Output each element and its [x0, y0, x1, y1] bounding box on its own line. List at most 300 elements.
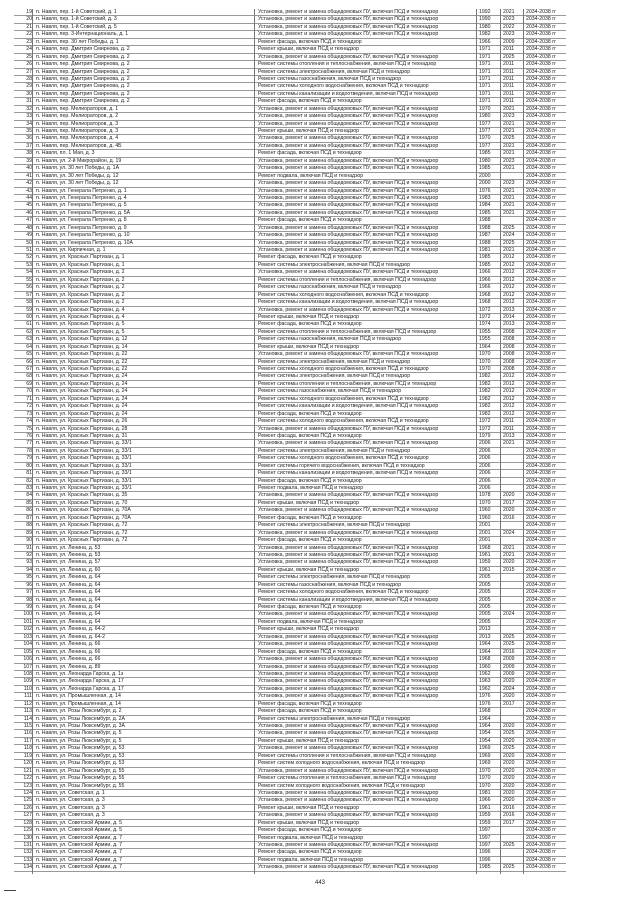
table-row: [14, 730, 566, 737]
row-last-repair-year: 2020: [503, 775, 515, 782]
row-number: 58: [26, 299, 32, 306]
row-work-type: Установка, ремонт и замена общедомовых ПУ, включая ПСД и техннадзор: [258, 425, 439, 432]
row-work-type: Установка, ремонт и замена общедомовых ПУ, включая ПСД и техннадзор: [258, 16, 439, 23]
row-work-type: Установка, ремонт и замена общедомовых ПУ, включая ПСД и техннадзор: [258, 559, 439, 566]
row-address: п. Навля, ул. Красных Партизан, д. 24: [36, 410, 128, 417]
table-row: [14, 173, 566, 180]
row-work-type: Установка, ремонт и замена общедомовых ПУ, включая ПСД и техннадзор: [258, 105, 439, 112]
row-work-type: Ремонт системы газоснабжения, включая ПСД и технадзор: [258, 284, 402, 291]
row-work-type: Установка, ремонт и замена общедомовых ПУ, включая ПСД и техннадзор: [258, 551, 439, 558]
row-number: 67: [26, 366, 32, 372]
row-build-year: 1988: [479, 217, 491, 224]
table-row: [14, 433, 566, 440]
table-row: [14, 143, 566, 150]
row-planned-period: 2034-2038 гг: [526, 864, 557, 871]
row-planned-period: 2034-2038 гг: [526, 395, 557, 402]
row-build-year: 1980: [479, 157, 491, 164]
table-row: [14, 760, 566, 767]
row-number: 116: [23, 730, 32, 737]
table-row: [14, 500, 566, 507]
row-address: п. Навля, ул. 30 лет Победы, д. 12: [36, 172, 119, 179]
row-build-year: 1985: [479, 864, 491, 871]
row-number: 33: [26, 113, 32, 120]
row-planned-period: 2034-2038 гг: [526, 388, 557, 395]
row-address: п. Навля, ул. Красных Партизан, д. 2: [36, 299, 125, 306]
row-work-type: Ремонт фасада, включая ПСД и технадзор: [258, 38, 362, 45]
row-planned-period: 2034-2038 гг: [526, 232, 557, 239]
row-last-repair-year: 2024: [503, 611, 515, 618]
row-build-year: 2001: [479, 529, 491, 536]
row-number: 80: [26, 462, 32, 469]
row-number: 121: [23, 767, 32, 774]
row-work-type: Ремонт системы газоснабжения, включая ПСД и технадзор: [258, 336, 402, 343]
row-build-year: 1982: [479, 395, 491, 402]
row-work-type: Ремонт фасада, включая ПСД и технадзор: [258, 410, 362, 417]
row-work-type: Установка, ремонт и замена общедомовых ПУ, включая ПСД и техннадзор: [258, 165, 439, 172]
row-address: п. Навля, ул. Генерала Петренко, д. 4: [36, 194, 127, 201]
row-planned-period: 2034-2038 гг: [526, 142, 557, 149]
table-row: [14, 805, 566, 812]
row-address: п. Навля, пер. 1-й Советский, д. 3: [36, 16, 117, 23]
row-number: 128: [23, 819, 32, 826]
row-address: п. Навля, ул. Леонарда Гарска, д. 1з: [36, 670, 124, 677]
row-build-year: 1968: [479, 299, 491, 306]
row-work-type: Ремонт систем холодного водоснабжения, включая ПСД и технадзор: [258, 782, 425, 789]
row-work-type: Установка, ремонт и замена общедомовых ПУ, включая ПСД и техннадзор: [258, 269, 439, 276]
row-planned-period: 2034-2038 гг: [526, 551, 557, 558]
row-last-repair-year: 2025: [503, 224, 515, 231]
row-build-year: 1985: [479, 254, 491, 261]
row-address: п. Навля, пер. Дмитрия Смирнова, д. 2: [36, 53, 130, 60]
row-number: 94: [26, 566, 32, 573]
table-row: [14, 121, 566, 128]
row-work-type: Ремонт системы холодного водоснабжения, включая ПСД и технадзор: [258, 395, 429, 402]
row-last-repair-year: 2025: [503, 633, 515, 640]
row-last-repair-year: 2016: [503, 514, 515, 521]
row-work-type: Ремонт крыши, включая ПСД и технадзор: [258, 499, 360, 506]
row-number: 75: [26, 425, 32, 432]
row-planned-period: 2034-2038 гг: [526, 574, 557, 581]
row-work-type: Установка, ремонт и замена общедомовых ПУ, включая ПСД и техннадзор: [258, 723, 439, 729]
row-planned-period: 2034-2038 гг: [526, 752, 557, 759]
row-last-repair-year: 2021: [503, 142, 515, 149]
row-last-repair-year: 2024: [503, 232, 515, 239]
table-row: [14, 16, 566, 23]
row-planned-period: 2034-2038 гг: [526, 440, 557, 447]
row-number: 106: [23, 656, 32, 663]
row-last-repair-year: 2009: [503, 38, 515, 45]
row-work-type: Ремонт крыши, включая ПСД и технадзор: [258, 737, 360, 744]
table-row: [14, 545, 566, 552]
table-row: [14, 716, 566, 723]
table-row: [14, 619, 566, 626]
row-address: п. Навля, пер. 1-й Советский, д. 5: [36, 23, 117, 30]
row-number: 64: [26, 343, 32, 350]
row-address: п. Навля, ул. Красных Партизан, д. 22: [36, 366, 128, 372]
row-address: п. Навля, ул. Ленина, д. 64: [36, 604, 101, 610]
row-work-type: Ремонт крыши, включая ПСД и технадзор: [258, 804, 360, 811]
table-row: [14, 634, 566, 641]
row-last-repair-year: 2011: [503, 46, 515, 53]
row-number: 70: [26, 388, 32, 395]
row-planned-period: 2034-2038 гг: [526, 804, 557, 811]
row-address: п. Навля, пер. Дмитрия Смирнова, д. 2: [36, 75, 130, 82]
row-planned-period: 2034-2038 гг: [526, 68, 557, 75]
row-last-repair-year: 2012: [503, 299, 515, 306]
row-work-type: Установка, ремонт и замена общедомовых ПУ, включая ПСД и техннадзор: [258, 492, 439, 499]
row-build-year: 1985: [479, 209, 491, 216]
row-planned-period: 2034-2038 гг: [526, 529, 557, 536]
row-last-repair-year: 2023: [503, 31, 515, 38]
row-planned-period: 2034-2038 гг: [526, 113, 557, 120]
row-work-type: Ремонт фасада, включая ПСД и технадзор: [258, 432, 362, 439]
row-last-repair-year: 2020: [503, 723, 515, 729]
table-row: [14, 388, 566, 395]
row-number: 89: [26, 529, 32, 536]
table-row: [14, 515, 566, 522]
row-address: п. Навля, ул. Розы Люксембург, д. 55: [36, 767, 125, 774]
row-work-type: Установка, ремонт и замена общедомовых ПУ, включая ПСД и техннадзор: [258, 767, 439, 774]
table-row: [14, 83, 566, 90]
row-build-year: 1966: [479, 276, 491, 283]
row-address: п. Навля, ул. Красных Партизан, д. 24: [36, 395, 128, 402]
row-build-year: 1971: [479, 61, 491, 68]
row-planned-period: 2034-2038 гг: [526, 321, 557, 328]
row-build-year: 1971: [479, 46, 491, 53]
row-build-year: 1978: [479, 492, 491, 499]
row-work-type: Ремонт подвала, включая ПСД и технадзор: [258, 172, 364, 179]
row-number: 126: [23, 804, 32, 811]
table-row: [14, 225, 566, 232]
row-build-year: 1985: [479, 261, 491, 268]
row-work-type: Установка, ремонт и замена общедомовых ПУ, включая ПСД и техннадзор: [258, 31, 439, 38]
row-build-year: 2006: [479, 455, 491, 462]
row-last-repair-year: 2025: [503, 53, 515, 60]
row-planned-period: 2034-2038 гг: [526, 522, 557, 529]
table-row: [14, 284, 566, 291]
row-last-repair-year: 2020: [503, 693, 515, 700]
table-row: [14, 671, 566, 678]
row-last-repair-year: 2008: [503, 358, 515, 365]
table-row: [14, 217, 566, 224]
row-work-type: Установка, ремонт и замена общедомовых ПУ, включая ПСД и техннадзор: [258, 670, 439, 677]
row-address: п. Навля, ул. Ленина, д. 64: [36, 596, 101, 603]
row-planned-period: 2034-2038 гг: [526, 604, 557, 610]
row-planned-period: 2034-2038 гг: [526, 291, 557, 298]
row-last-repair-year: 2020: [503, 767, 515, 774]
row-work-type: Ремонт крыши, включая ПСД и технадзор: [258, 343, 360, 350]
row-planned-period: 2034-2038 гг: [526, 16, 557, 23]
table-row: [14, 277, 566, 284]
row-address: п. Навля, ул. Красных Партизан, д. 24: [36, 380, 128, 387]
table-row: [14, 827, 566, 834]
row-planned-period: 2034-2038 гг: [526, 641, 557, 648]
table-row: [14, 597, 566, 604]
table-row: [14, 240, 566, 247]
row-planned-period: 2034-2038 гг: [526, 284, 557, 291]
row-build-year: 2005: [479, 618, 491, 625]
table-row: [14, 507, 566, 514]
row-number: 42: [26, 180, 32, 187]
row-last-repair-year: 2008: [503, 328, 515, 335]
row-planned-period: 2034-2038 гг: [526, 53, 557, 60]
row-address: п. Навля, ул. Красных Партизан, д. 4: [36, 313, 125, 320]
row-address: п. Навля, ул. Красных Партизан, д. 33/1: [36, 477, 132, 484]
row-build-year: 1987: [479, 232, 491, 239]
row-last-repair-year: 2011: [503, 68, 515, 75]
row-build-year: 1980: [479, 113, 491, 120]
row-address: п. Навля, пер. Мелиораторов, д. 3: [36, 128, 119, 134]
row-number: 104: [23, 641, 32, 648]
row-build-year: 1976: [479, 187, 491, 194]
row-number: 115: [23, 723, 32, 729]
row-last-repair-year: 2025: [503, 135, 515, 142]
row-planned-period: 2034-2038 гг: [526, 209, 557, 216]
table-row: [14, 455, 566, 462]
row-build-year: 2005: [479, 604, 491, 610]
row-number: 66: [26, 358, 32, 365]
row-address: п. Навля, пер. 3-Интернациональ, д. 1: [36, 31, 129, 38]
row-number: 87: [26, 514, 32, 521]
row-build-year: 2001: [479, 537, 491, 544]
register-table: [14, 9, 566, 872]
row-last-repair-year: 2024: [503, 529, 515, 536]
row-number: 50: [26, 239, 32, 246]
row-build-year: 1982: [479, 388, 491, 395]
row-last-repair-year: 2025: [503, 842, 515, 848]
row-address: п. Навля, ул. Красных Партизан, д. 24: [36, 388, 128, 395]
row-address: п. Навля, ул. Розы Люксембург, д. 53: [36, 745, 125, 752]
row-build-year: 1971: [479, 83, 491, 90]
table-row: [14, 463, 566, 470]
row-number: 102: [23, 626, 32, 633]
row-number: 24: [26, 46, 32, 53]
row-build-year: 2013: [479, 626, 491, 633]
row-last-repair-year: 2013: [503, 432, 515, 439]
row-build-year: 1964: [479, 648, 491, 655]
row-build-year: 1976: [479, 693, 491, 700]
row-address: п. Навля, ул. Ленина, д. 60: [36, 566, 101, 573]
row-build-year: 1962: [479, 670, 491, 677]
row-build-year: 1970: [479, 782, 491, 789]
row-address: п. Навля, ул. Советская, д. 3: [36, 804, 105, 811]
row-build-year: 1982: [479, 410, 491, 417]
row-build-year: 1972: [479, 425, 491, 432]
row-address: п. Навля, ул. Леонарда Гарска, д. 17: [36, 685, 124, 692]
row-work-type: Установка, ремонт и замена общедомовых ПУ, включая ПСД и техннадзор: [258, 9, 439, 15]
row-planned-period: 2034-2038 гг: [526, 343, 557, 350]
row-number: 82: [26, 477, 32, 484]
row-planned-period: 2034-2038 гг: [526, 492, 557, 499]
table-row: [14, 150, 566, 157]
row-planned-period: 2034-2038 гг: [526, 336, 557, 343]
row-planned-period: 2034-2038 гг: [526, 128, 557, 134]
row-last-repair-year: 2025: [503, 745, 515, 752]
row-planned-period: 2034-2038 гг: [526, 150, 557, 157]
row-planned-period: 2034-2038 гг: [526, 559, 557, 566]
row-number: 96: [26, 581, 32, 588]
row-number: 71: [26, 395, 32, 402]
row-planned-period: 2034-2038 гг: [526, 462, 557, 469]
row-number: 65: [26, 351, 32, 358]
row-address: п. Навля, ул. Красных Партизан, д. 26: [36, 418, 128, 425]
table-row: [14, 262, 566, 269]
row-planned-period: 2034-2038 гг: [526, 544, 557, 551]
row-number: 52: [26, 254, 32, 261]
table-row: [14, 254, 566, 261]
row-number: 109: [23, 678, 32, 685]
row-build-year: 1977: [479, 142, 491, 149]
row-last-repair-year: 2025: [503, 864, 515, 871]
row-build-year: 1972: [479, 306, 491, 313]
row-work-type: Установка, ремонт и замена общедомовых ПУ, включая ПСД и техннадзор: [258, 789, 439, 796]
row-planned-period: 2034-2038 гг: [526, 380, 557, 387]
row-address: п. Навля, пер. Дмитрия Смирнова, д. 2: [36, 68, 130, 75]
row-work-type: Установка, ремонт и замена общедомовых ПУ, включая ПСД и техннадзор: [258, 730, 439, 737]
row-build-year: 2006: [479, 477, 491, 484]
row-number: 57: [26, 291, 32, 298]
row-planned-period: 2034-2038 гг: [526, 566, 557, 573]
table-row: [14, 842, 566, 849]
row-address: п. Навля, ул. Красных Партизан, д. 72: [36, 522, 128, 529]
row-planned-period: 2034-2038 гг: [526, 38, 557, 45]
table-row: [14, 478, 566, 485]
table-row: [14, 46, 566, 53]
table-row: [14, 69, 566, 76]
row-planned-period: 2034-2038 гг: [526, 700, 557, 707]
row-build-year: 1988: [479, 239, 491, 246]
row-build-year: 1959: [479, 819, 491, 826]
row-build-year: 2001: [479, 522, 491, 529]
row-build-year: 1983: [479, 194, 491, 201]
row-address: п. Навля, ул. Ленина, д. 53: [36, 544, 101, 551]
row-work-type: Ремонт крыши, включая ПСД и технадзор: [258, 566, 360, 573]
table-row: [14, 381, 566, 388]
table-row: [14, 753, 566, 760]
row-work-type: Установка, ремонт и замена общедомовых ПУ, включая ПСД и техннадзор: [258, 611, 439, 618]
row-address: п. Навля, ул. Красных Партизан, д. 33/1: [36, 447, 132, 454]
row-planned-period: 2034-2038 гг: [526, 269, 557, 276]
row-build-year: 1970: [479, 351, 491, 358]
row-planned-period: 2034-2038 гг: [526, 105, 557, 112]
table-row: [14, 857, 566, 864]
row-work-type: Ремонт системы газоснабжения, включая ПСД и технадзор: [258, 388, 402, 395]
row-last-repair-year: 2016: [503, 812, 515, 819]
row-build-year: 1955: [479, 328, 491, 335]
row-work-type: Ремонт фасада, включая ПСД и технадзор: [258, 708, 362, 715]
table-row: [14, 98, 566, 105]
row-build-year: 1981: [479, 247, 491, 253]
row-work-type: Установка, ремонт и замена общедомовых ПУ, включая ПСД и техннадзор: [258, 232, 439, 239]
row-work-type: Ремонт крыши, включая ПСД и технадзор: [258, 819, 360, 826]
row-build-year: 2006: [479, 485, 491, 491]
table-row: [14, 530, 566, 537]
row-last-repair-year: 2017: [503, 499, 515, 506]
table-row: [14, 708, 566, 715]
row-address: п. Навля, ул. Красных Партизан, д. 2: [36, 276, 125, 283]
row-address: п. Навля, ул. Розы Люксембург, д. 55: [36, 782, 125, 789]
row-work-type: Ремонт фасада, включая ПСД и технадзор: [258, 321, 362, 328]
row-build-year: 1977: [479, 128, 491, 134]
row-work-type: Установка, ремонт и замена общедомовых ПУ, включая ПСД и техннадзор: [258, 685, 439, 692]
row-number: 127: [23, 812, 32, 819]
row-build-year: 1970: [479, 358, 491, 365]
row-work-type: Установка, ремонт и замена общедомовых ПУ, включая ПСД и техннадзор: [258, 306, 439, 313]
row-planned-period: 2034-2038 гг: [526, 507, 557, 514]
row-work-type: Установка, ремонт и замена общедомовых ПУ, включая ПСД и техннадзор: [258, 351, 439, 358]
table-row: [14, 440, 566, 447]
row-number: 134: [23, 864, 32, 871]
row-work-type: Установка, ремонт и замена общедомовых ПУ, включая ПСД и техннадзор: [258, 864, 439, 871]
row-planned-period: 2034-2038 гг: [526, 856, 557, 863]
row-last-repair-year: 2008: [503, 343, 515, 350]
row-planned-period: 2034-2038 гг: [526, 663, 557, 670]
row-work-type: Установка, ремонт и замена общедомовых ПУ, включая ПСД и техннадзор: [258, 194, 439, 201]
page-number: 443: [314, 880, 325, 886]
row-planned-period: 2034-2038 гг: [526, 366, 557, 372]
row-work-type: Ремонт системы электроснабжения, включая ПСД и технадзор: [258, 358, 411, 365]
row-number: 41: [26, 172, 32, 179]
table-row: [14, 188, 566, 195]
table-row: [14, 54, 566, 61]
row-build-year: 1985: [479, 150, 491, 157]
row-work-type: Установка, ремонт и замена общедомовых ПУ, включая ПСД и техннадзор: [258, 745, 439, 752]
row-planned-period: 2034-2038 гг: [526, 842, 557, 848]
table-row: [14, 9, 566, 16]
row-address: п. Навля, пер. Дмитрия Смирнова, д. 2: [36, 61, 130, 68]
row-last-repair-year: 2023: [503, 16, 515, 23]
row-number: 117: [23, 737, 32, 744]
row-build-year: 1970: [479, 767, 491, 774]
row-work-type: Ремонт системы канализации и водоотведения, включая ПСД и технадзор: [258, 90, 439, 97]
row-number: 73: [26, 410, 32, 417]
row-planned-period: 2034-2038 гг: [526, 157, 557, 164]
row-build-year: 1992: [479, 9, 491, 15]
row-work-type: Ремонт фасада, включая ПСД и технадзор: [258, 827, 362, 834]
row-last-repair-year: 2021: [503, 194, 515, 201]
row-number: 35: [26, 128, 32, 134]
row-build-year: 1970: [479, 775, 491, 782]
row-build-year: 2006: [479, 470, 491, 477]
column-divider: [32, 9, 33, 874]
table-row: [14, 336, 566, 343]
row-planned-period: 2034-2038 гг: [526, 239, 557, 246]
table-row: [14, 589, 566, 596]
row-planned-period: 2034-2038 гг: [526, 775, 557, 782]
row-planned-period: 2034-2038 гг: [526, 477, 557, 484]
row-last-repair-year: 2011: [503, 90, 515, 97]
row-number: 72: [26, 403, 32, 410]
row-work-type: Ремонт системы горячего водоснабжения, включая ПСД и технадзор: [258, 462, 425, 469]
row-number: 99: [26, 604, 32, 610]
row-last-repair-year: 2023: [503, 180, 515, 187]
row-planned-period: 2034-2038 гг: [526, 782, 557, 789]
row-address: п. Навля, ул. Красных Партизан, д. 70А: [36, 507, 131, 514]
row-number: 101: [23, 618, 32, 625]
row-number: 95: [26, 574, 32, 581]
row-address: п. Навля, ул. Розы Люксембург, д. 55: [36, 775, 125, 782]
table-row: [14, 626, 566, 633]
row-last-repair-year: 2011: [503, 61, 515, 68]
table-row: [14, 351, 566, 358]
row-planned-period: 2034-2038 гг: [526, 834, 557, 841]
row-work-type: Ремонт системы отопления и теплоснабжения, включая ПСД и технадзор: [258, 380, 437, 387]
row-number: 81: [26, 470, 32, 477]
row-address: п. Навля, ул. Генерала Петренко, д. 9: [36, 224, 127, 231]
row-planned-period: 2034-2038 гг: [526, 618, 557, 625]
row-last-repair-year: 2011: [503, 75, 515, 82]
row-work-type: Установка, ремонт и замена общедомовых ПУ, включая ПСД и техннадзор: [258, 678, 439, 685]
